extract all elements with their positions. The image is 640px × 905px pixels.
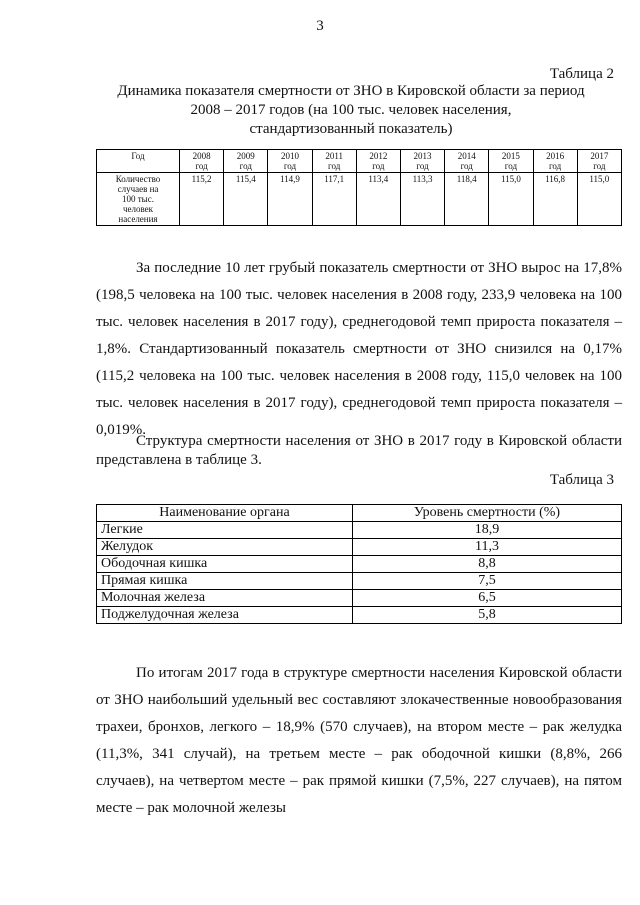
- row-label: [97, 173, 180, 226]
- mortality-dynamics-table: [96, 149, 622, 226]
- value-cell: 118,4: [445, 173, 489, 226]
- table2-label: Таблица 2: [549, 66, 614, 82]
- paragraph-structure-intro: Структура смертности населения от ЗНО в 2017 году в Кировской области представлена в таблице 3.: [96, 433, 622, 468]
- level-cell: 18,9: [353, 522, 622, 539]
- table2-title-line: стандартизованный показатель): [249, 121, 453, 137]
- year-cell: [180, 150, 224, 173]
- value-cell: 113,3: [400, 173, 444, 226]
- year-cell: [224, 150, 268, 173]
- value-cell: 115,2: [180, 173, 224, 226]
- year-cell: [489, 150, 533, 173]
- year-word: год: [460, 161, 473, 171]
- year-word: год: [239, 161, 252, 171]
- table-row: [97, 573, 622, 590]
- organ-cell: Ободочная кишка: [97, 556, 353, 573]
- year-header: Год: [97, 150, 180, 173]
- row-label-line: 100 тыс.: [122, 194, 154, 204]
- year-cell: [312, 150, 356, 173]
- year-number: 2012: [369, 151, 388, 161]
- year-number: 2009: [236, 151, 255, 161]
- value-cell: 115,0: [577, 173, 621, 226]
- year-word: год: [372, 161, 385, 171]
- value-cell: 113,4: [356, 173, 400, 226]
- value-cell: 117,1: [312, 173, 356, 226]
- table3-label: Таблица 3: [549, 472, 614, 488]
- row-label-line: случаев на: [117, 184, 159, 194]
- row-label-line: населения: [118, 214, 158, 224]
- year-number: 2014: [457, 151, 476, 161]
- table-row: [97, 556, 622, 573]
- table2-title-line: Динамика показателя смертности от ЗНО в Кировской области за период: [117, 83, 585, 99]
- row-label-line: человек: [122, 204, 154, 214]
- year-cell: [445, 150, 489, 173]
- mortality-level-header: Уровень смертности (%): [353, 505, 622, 522]
- mortality-structure-table: [96, 504, 622, 624]
- value-cell: 114,9: [268, 173, 312, 226]
- table2-title: [96, 82, 606, 139]
- year-number: 2011: [325, 151, 343, 161]
- row-label-line: Количество: [115, 174, 161, 184]
- year-cell: [268, 150, 312, 173]
- table-row: [97, 522, 622, 539]
- year-word: год: [593, 161, 606, 171]
- year-word: год: [195, 161, 208, 171]
- year-cell: [356, 150, 400, 173]
- table-row: [97, 607, 622, 624]
- organ-cell: Легкие: [97, 522, 353, 539]
- organ-header: Наименование органа: [97, 505, 353, 522]
- year-cell: [577, 150, 621, 173]
- year-number: 2008: [192, 151, 211, 161]
- year-word: год: [416, 161, 429, 171]
- page-number: 3: [316, 18, 324, 34]
- year-word: год: [504, 161, 518, 171]
- table-row: [97, 539, 622, 556]
- year-number: 2016: [546, 151, 565, 161]
- year-cell: [400, 150, 444, 173]
- table-header-row: [97, 150, 622, 173]
- paragraph-mortality-trend: За последние 10 лет грубый показатель смертности от ЗНО вырос на 17,8% (198,5 человека на 100 тыс. человек населения в 2008 году, 233,9 человека на 100 тыс. человек населения в 2017 году), среднегодовой темп прироста показателя – 1,8%. Стандартизованный показатель смертности от ЗНО снизился на 0,17% (115,2 человека на 100 тыс. человек населения в 2008 году, 115,0 человек на 100 тыс. человек населения в 2017 году), среднегодовой темп прироста показателя – 0,019%.: [96, 260, 622, 438]
- level-cell: 11,3: [353, 539, 622, 556]
- year-word: год: [548, 161, 562, 171]
- level-cell: 5,8: [353, 607, 622, 624]
- year-word: год: [283, 161, 297, 171]
- level-cell: 6,5: [353, 590, 622, 607]
- value-cell: 115,4: [224, 173, 268, 226]
- value-cell: 116,8: [533, 173, 577, 226]
- table-data-row: [97, 173, 622, 226]
- table-header-row: [97, 505, 622, 522]
- year-number: 2010: [280, 151, 299, 161]
- organ-cell: Поджелудочная железа: [97, 607, 353, 624]
- year-word: год: [328, 161, 341, 171]
- table-row: [97, 590, 622, 607]
- year-number: 2013: [413, 151, 432, 161]
- year-number: 2017: [590, 151, 609, 161]
- value-cell: 115,0: [489, 173, 533, 226]
- level-cell: 8,8: [353, 556, 622, 573]
- year-number: 2015: [501, 151, 520, 161]
- organ-cell: Желудок: [97, 539, 353, 556]
- table2-title-line: 2008 – 2017 годов (на 100 тыс. человек населения,: [190, 102, 512, 118]
- organ-cell: Молочная железа: [97, 590, 353, 607]
- year-cell: [533, 150, 577, 173]
- organ-cell: Прямая кишка: [97, 573, 353, 590]
- paragraph-mortality-structure: По итогам 2017 года в структуре смертности населения Кировской области от ЗНО наибольший удельный вес составляют злокачественные новообразования трахеи, бронхов, легкого – 18,9% (570 случаев), на втором месте – рак желудка (11,3%, 341 случай), на третьем месте – рак ободочной кишки (8,8%, 266 случаев), на четвертом месте – рак прямой кишки (7,5%, 227 случаев), на пятом месте – рак молочной железы: [96, 665, 622, 816]
- level-cell: 7,5: [353, 573, 622, 590]
